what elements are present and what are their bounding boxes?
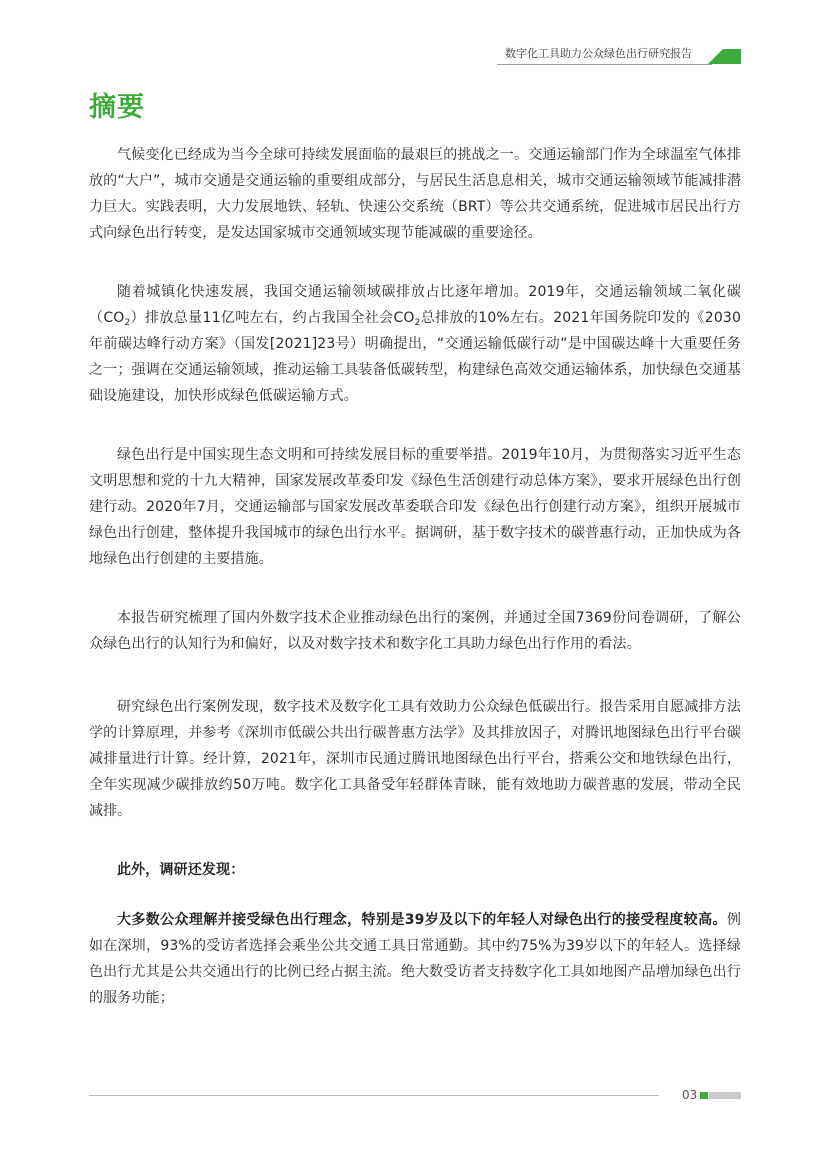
footer-divider [89, 1095, 659, 1096]
paragraph-survey-finding-1 [89, 907, 741, 1011]
paragraph-text-segment: 总排放的10%左右。2021年国务院印发的《2030年前碳达峰行动方案》（国发[2021]23号）明确提出，“交通运输低碳行动”是中国碳达峰十大重要任务之一；强调在交通运输领域，推动运输工具装备低碳转型，构建绿色高效交通运输体系，加快绿色交通基础设施建设，加快形成绿色低碳运输方式。 [89, 310, 742, 404]
header-green-accent [708, 49, 741, 64]
paragraph-report-scope: 本报告研究梳理了国内外数字技术企业推动绿色出行的案例，并通过全国7369份问卷调研，了解公众绿色出行的认知行为和偏好，以及对数字技术和数字化工具助力绿色出行作用的看法。 [89, 610, 741, 652]
paragraph-transport-emissions [89, 279, 741, 409]
finding-body-text: 例如在深圳，93%的受访者选择会乘坐公共交通工具日常通勤。其中约75%为39岁以下的年轻人。选择绿色出行尤其是公共交通出行的比例已经占据主流。绝大数受访者支持数字化工具如地图产品增加绿色出行的服务功能； [89, 912, 741, 1006]
page-number: 03 [682, 1088, 698, 1102]
footer-green-mark [700, 1092, 708, 1099]
paragraph-case-findings: 研究绿色出行案例发现，数字技术及数字化工具有效助力公众绿色低碳出行。报告采用自愿减排方法学的计算原理，并参考《深圳市低碳公共出行碳普惠方法学》及其排放因子，对腾讯地图绿色出行平台碳减排量进行计算。经计算，2021年，深圳市民通过腾讯地图绿色出行平台，搭乘公交和地铁绿色出行，全年实现减少碳排放约50万吨。数字化工具备受年轻群体青睐，能有效地助力碳普惠的发展，带动全民减排。 [89, 699, 741, 819]
paragraph-climate-challenge: 气候变化已经成为当今全球可持续发展面临的最艰巨的挑战之一。交通运输部门作为全球温室气体排放的“大户”，城市交通是交通运输的重要组成部分，与居民生活息息相关，城市交通运输领域节能减排潜力巨大。实践表明，大力发展地铁、轻轨、快速公交系统（BRT）等公共交通系统，促进城市居民出行方式向绿色出行转变，是发达国家城市交通领域实现节能减碳的重要途径。 [89, 147, 741, 241]
subscript-2: 2 [414, 318, 421, 328]
paragraph-survey-intro [89, 857, 741, 883]
survey-intro-bold: 此外，调研还发现： [117, 862, 245, 878]
header-divider [497, 64, 712, 65]
paragraph-text-segment: ）排放总量11亿吨左右，约占我国全社会CO [130, 310, 415, 326]
footer-gray-bar [709, 1092, 741, 1099]
running-header-title: 数字化工具助力公众绿色出行研究报告 [505, 47, 692, 60]
paragraph-text-segment: 随着城镇化快速发展，我国交通运输领域碳排放占比逐年增加。2019年，交通运输领域二氧化碳（CO [89, 284, 741, 326]
paragraph-green-travel-policy: 绿色出行是中国实现生态文明和可持续发展目标的重要举措。2019年10月，为贯彻落实习近平生态文明思想和党的十九大精神，国家发展改革委印发《绿色生活创建行动总体方案》，要求开展绿色出行创建行动。2020年7月，交通运输部与国家发展改革委联合印发《绿色出行创建行动方案》，组织开展城市绿色出行创建，整体提升我国城市的绿色出行水平。据调研，基于数字技术的碳普惠行动，正加快成为各地绿色出行创建的主要措施。 [89, 447, 741, 567]
finding-bold-lead: 大多数公众理解并接受绿色出行理念，特别是39岁及以下的年轻人对绿色出行的接受程度较高。 [117, 912, 727, 928]
page-title: 摘要 [89, 92, 145, 123]
subscript-2: 2 [124, 318, 131, 328]
